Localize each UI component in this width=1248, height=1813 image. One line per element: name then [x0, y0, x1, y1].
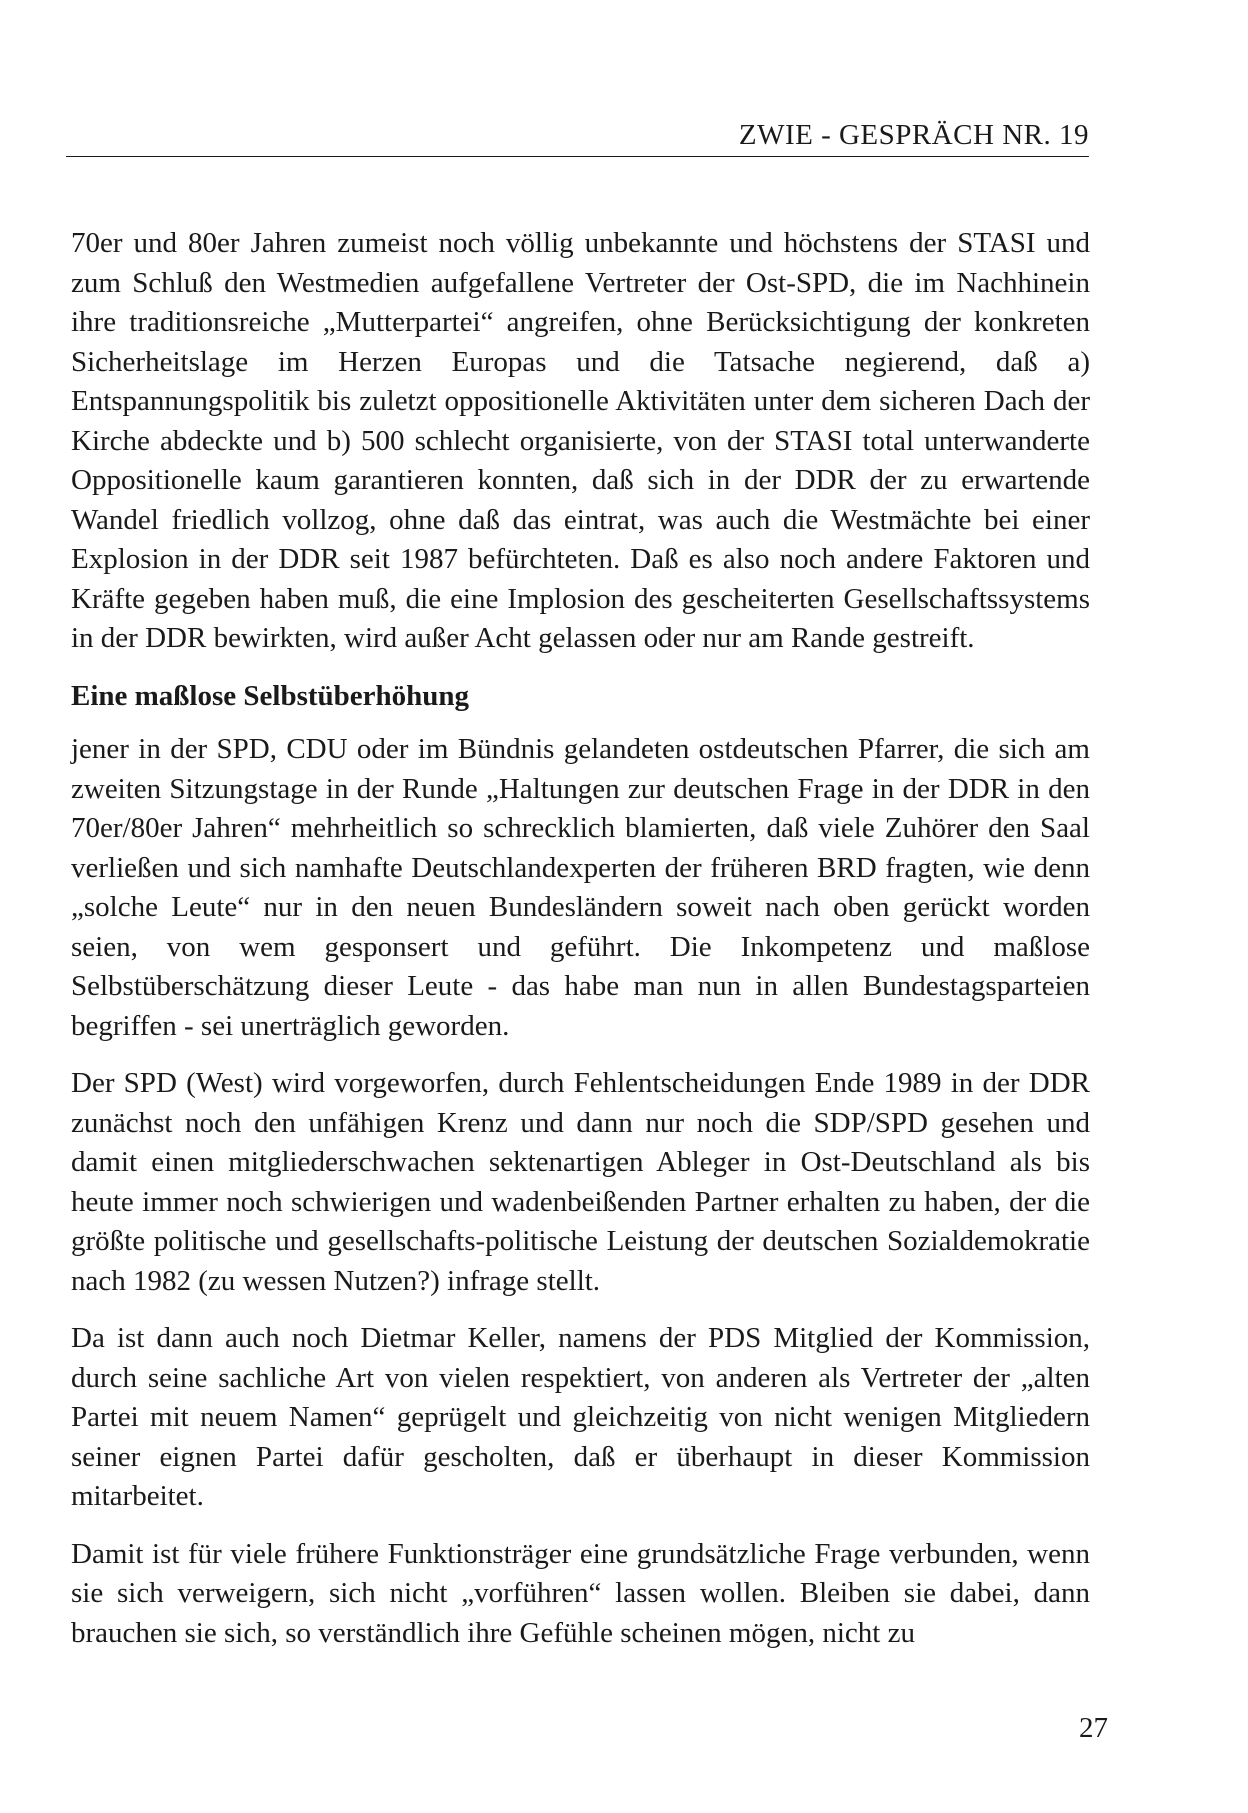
text-body: [71, 224, 1090, 1671]
paragraph-5: Damit ist für viele frühere Funktionsträger eine grundsätzliche Frage verbunden, wenn sie sich verweigern, sich nicht „vorführen“ lassen wollen. Bleiben sie dabei, dann brauchen sie sich, so verständlich ihre Gefühle scheinen mögen, nicht zu: [71, 1537, 1090, 1649]
page-number: 27: [1079, 1712, 1108, 1744]
header-rule: [66, 156, 1089, 157]
running-header: [66, 117, 1089, 157]
paragraph-3: Der SPD (West) wird vorgeworfen, durch Fehlentscheidungen Ende 1989 in der DDR zunächst noch den unfähigen Krenz und dann nur noch die SDP/SPD gesehen und damit einen mitgliederschwachen sektenartigen Ableger in Ost-Deutschland als bis heute immer noch schwierigen und wadenbeißenden Partner erhalten zu haben, der die größte politische und gesellschafts-politische Leistung der deutschen Sozialdemokratie nach 1982 (zu wessen Nutzen?) infrage stellt.: [71, 1067, 1090, 1297]
paragraph-1: 70er und 80er Jahren zumeist noch völlig unbekannte und höchstens der STASI und zum Schluß den Westmedien aufgefallene Vertreter der Ost-SPD, die im Nachhinein ihre traditionsreiche „Mutterpartei“ angreifen, ohne Berücksichtigung der konkreten Sicherheitslage im Herzen Europas und die Tatsache negierend, daß a) Entspannungspolitik bis zuletzt oppositionelle Aktivitäten unter dem sicheren Dach der Kirche abdeckte und b) 500 schlecht organisierte, von der STASI total unterwanderte Oppositionelle kaum garantieren konnten, daß sich in der DDR der zu erwartende Wandel friedlich vollzog, ohne daß das eintrat, was auch die Westmächte bei einer Explosion in der DDR seit 1987 befürchteten. Daß es also noch andere Faktoren und Kräfte gegeben haben muß, die eine Implosion des gescheiterten Gesellschaftssystems in der DDR bewirkten, wird außer Acht gelassen oder nur am Rande gestreift.: [71, 227, 1090, 654]
paragraph-4: Da ist dann auch noch Dietmar Keller, namens der PDS Mitglied der Kommission, durch seine sachliche Art von vielen respektiert, von anderen als Vertreter der „alten Partei mit neuem Namen“ geprügelt und gleichzeitig von nicht wenigen Mitgliedern seiner eignen Partei dafür gescholten, daß er überhaupt in dieser Kommission mitarbeitet.: [71, 1322, 1090, 1512]
paragraph-2: jener in der SPD, CDU oder im Bündnis gelandeten ostdeutschen Pfarrer, die sich am zweiten Sitzungstage in der Runde „Haltungen zur deutschen Frage in der DDR in den 70er/80er Jahren“ mehrheitlich so schrecklich blamierten, daß viele Zuhörer den Saal verließen und sich namhafte Deutschlandexperten der früheren BRD fragten, wie denn „solche Leute“ nur in den neuen Bundesländern soweit nach oben gerückt worden seien, von wem gesponsert und geführt. Die Inkompetenz und maßlose Selbstüberschätzung dieser Leute - das habe man nun in allen Bundestagsparteien begriffen - sei unerträglich geworden.: [71, 733, 1090, 1042]
section-heading: Eine maßlose Selbstüberhöhung: [71, 679, 470, 712]
running-header-title: ZWIE - GESPRÄCH NR. 19: [738, 119, 1089, 151]
